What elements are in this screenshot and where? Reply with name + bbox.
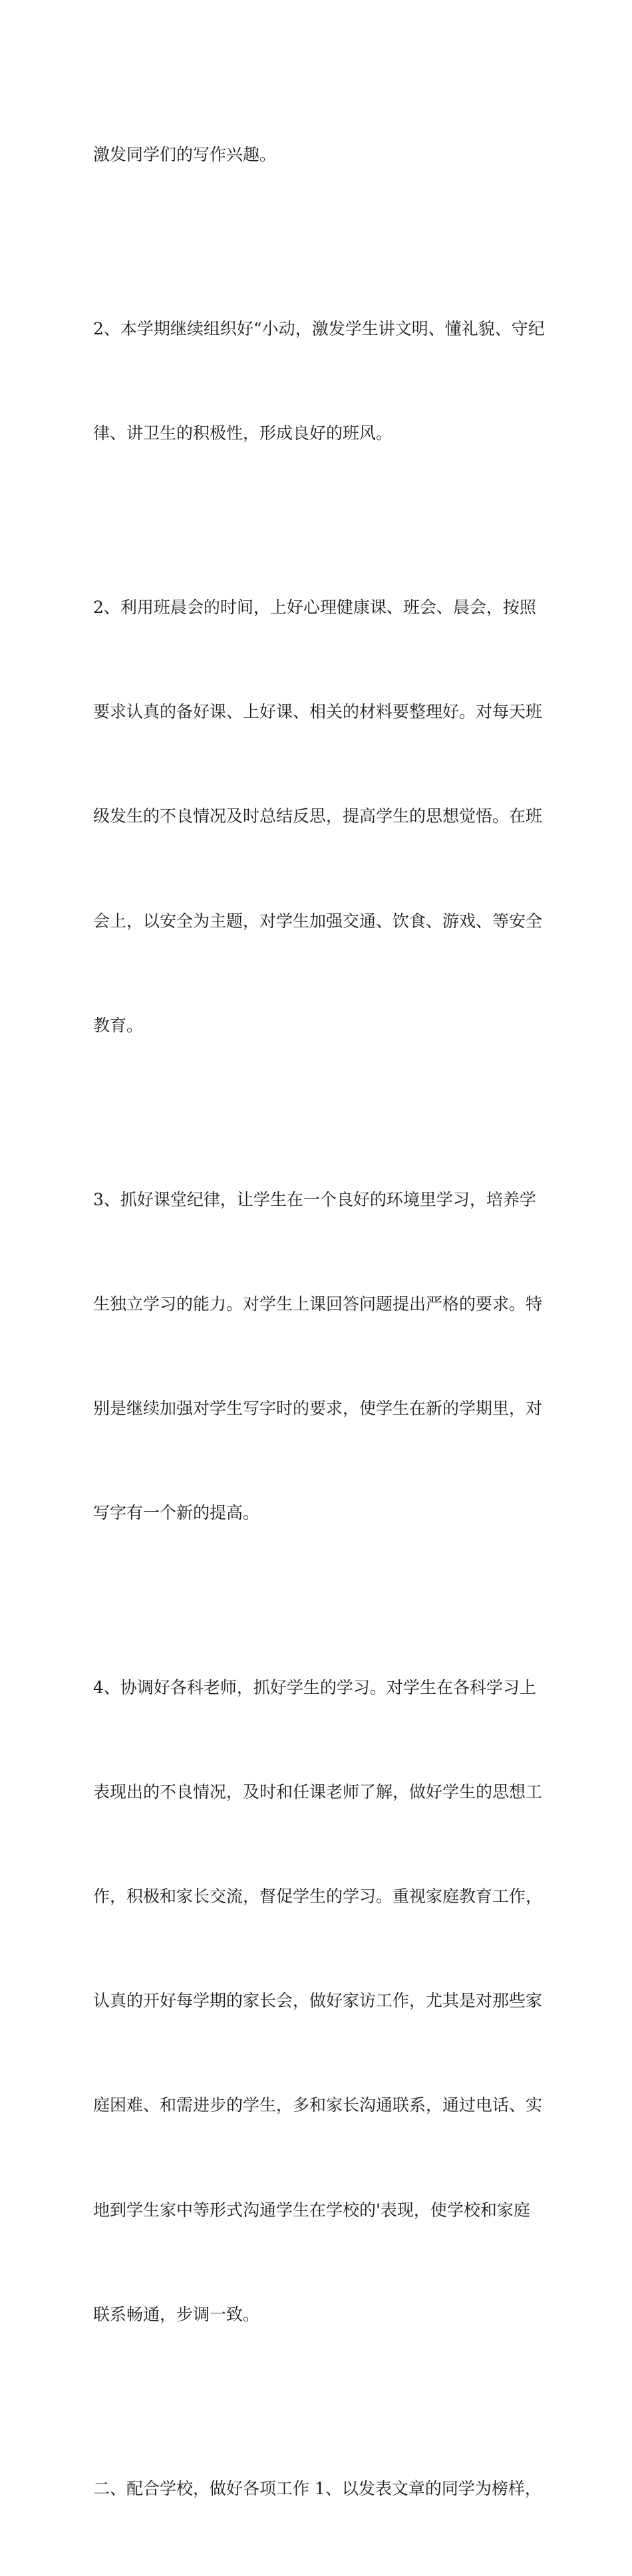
paragraph-6: [93, 2402, 552, 2576]
text-line: 联系畅通，步调一致。: [93, 2304, 260, 2324]
text-line: 会上，以安全为主题，对学生加强交通、饮食、游戏、等安全: [93, 911, 543, 931]
text-line: 表现出的不良情况，及时和任课老师了解，做好学生的思想工: [93, 1782, 543, 1802]
text-line: 写字有一个新的提高。: [93, 1503, 260, 1523]
text-line: 认真的开好每学期的家长会，做好家访工作，尤其是对那些家: [93, 1991, 543, 2011]
text-line: 别是继续加强对学生写字时的要求，使学生在新的学期里，对: [93, 1399, 543, 1419]
paragraph-4: [93, 1113, 552, 1601]
text-line: 作，积极和家长交流，督促学生的学习。重视家庭教育工作，: [93, 1886, 543, 1906]
document-body: [93, 68, 552, 2576]
text-line: 2、利用班晨会的时间，上好心理健康课、班会、晨会，按照: [93, 598, 536, 618]
text-line: 激发同学们的写作兴趣。: [93, 144, 277, 164]
text-line: 庭困难、和需进步的学生，多和家长沟通联系，通过电话、实: [93, 2095, 543, 2115]
text-line: 生独立学习的能力。对学生上课回答问题提出严格的要求。特: [93, 1294, 543, 1314]
text-line: 2、本学期继续组织好“小动，激发学生讲文明、懂礼貌、守纪: [93, 318, 545, 338]
text-line: 教育。: [93, 1015, 144, 1035]
text-line: 级发生的不良情况及时总结反思，提高学生的思想觉悟。在班: [93, 806, 543, 826]
text-line: 要求认真的备好课、上好课、相关的材料要整理好。对每天班: [93, 702, 543, 722]
text-line: 4、协调好各科老师，抓好学生的学习。对学生在各科学习上: [93, 1677, 536, 1697]
text-line: 二、配合学校，做好各项工作 1、以发表文章的同学为榜样，: [93, 2478, 542, 2498]
paragraph-5: [93, 1601, 552, 2402]
paragraph-1: [93, 68, 552, 242]
text-line: 3、抓好课堂纪律，让学生在一个良好的环境里学习，培养学: [93, 1189, 536, 1209]
paragraph-3: [93, 521, 552, 1113]
paragraph-2: [93, 242, 552, 521]
text-line: 律、讲卫生的积极性，形成良好的班风。: [93, 423, 393, 443]
text-line: 地到学生家中等形式沟通学生在学校的'表现，使学校和家庭: [93, 2200, 530, 2220]
